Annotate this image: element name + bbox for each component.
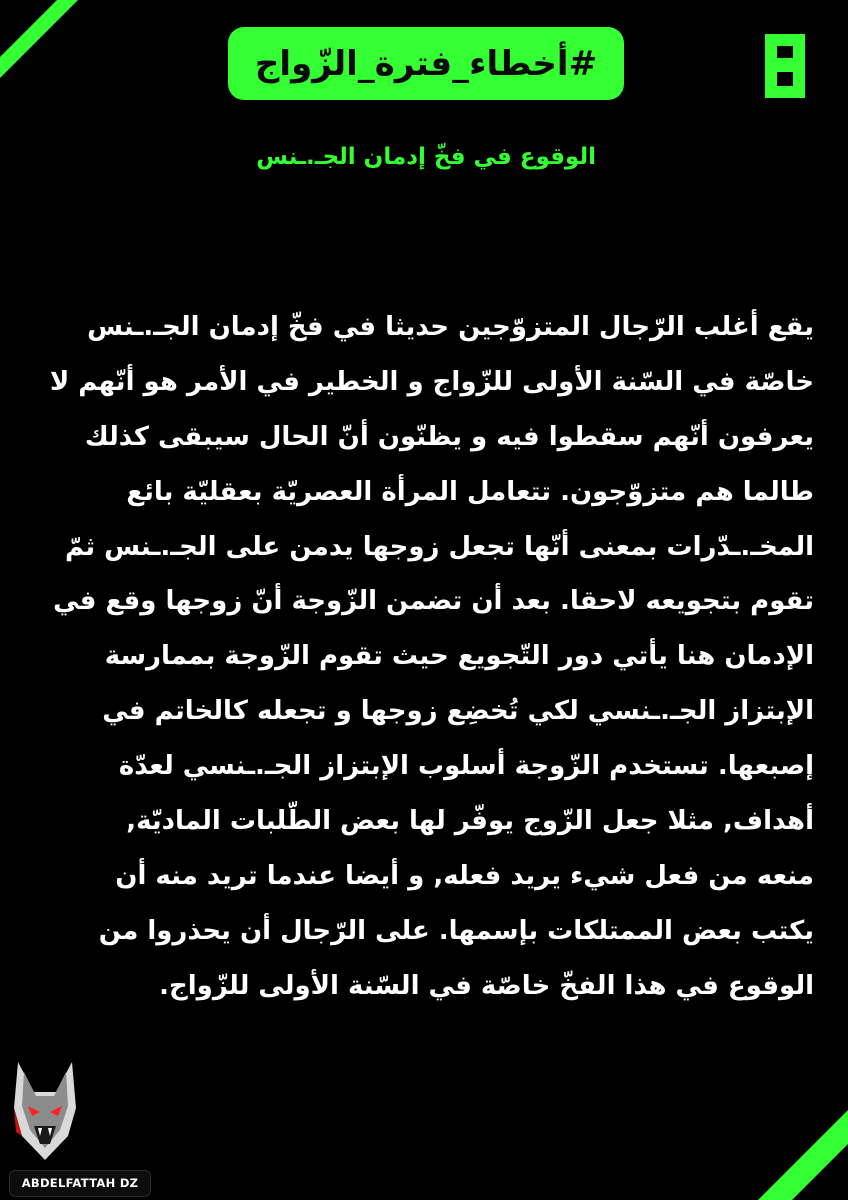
hashtag-title: #أخطاء_فترة_الزّواج [254,43,598,84]
body-line: تقوم بتجويعه لاحقا. بعد أن تضمن الزّوجة أنّ زوجها وقع في [53,586,814,617]
body-line: يقع أغلب الرّجال المتزوّجين حديثا في فخّ إدمان الجـ.ـنس [87,312,814,342]
subtitle: الوقوع في فخّ إدمان الجـ.ـنس [256,144,596,170]
body-line: الإبتزاز الجـ.ـنسي لكي تُخضِع زوجها و تجعله كالخاتم في [102,696,814,727]
body-line: إصبعها. تستخدم الزّوجة أسلوب الإبتزاز الجـ.ـنسي لعدّة [118,751,814,782]
body-line: منعه من فعل شيء يريد فعله, و أيضا عندما تريد منه أن [115,860,814,891]
hashtag-title-badge [228,27,624,100]
body-paragraph [38,300,814,1014]
body-line: يكتب بعض الممتلكات بإسمها. على الرّجال أن يحذروا من [98,915,814,946]
body-line: أهداف, مثلا جعل الزّوج يوفّر لها بعض الطّلبات الماديّة, [126,806,814,837]
number-badge-icon [765,34,805,98]
corner-stripe-bottom-right [708,1060,848,1200]
wolf-icon [10,1062,80,1160]
brand-caption: ABDELFATTAH DZ [9,1170,151,1197]
body-line: طالما هم متزوّجون. تتعامل المرأة العصريّة بعقليّة بائع [126,476,814,507]
body-line: خاصّة في السّنة الأولى للزّواج و الخطير في الأمر هو أنّهم لا [49,366,814,397]
body-line: الوقوع في هذا الفخّ خاصّة في السّنة الأولى للزّواج. [159,970,814,1001]
corner-stripe-top-left [0,0,120,120]
body-line: يعرفون أنّهم سقطوا فيه و يظنّون أنّ الحال سيبقى كذلك [84,421,814,452]
body-line: الإدمان هنا يأتي دور التّجويع حيث تقوم الزّوجة بممارسة [104,641,814,672]
body-line: المخـ.ـدّرات بمعنى أنّها تجعل زوجها يدمن على الجـ.ـنس ثمّ [64,531,814,562]
